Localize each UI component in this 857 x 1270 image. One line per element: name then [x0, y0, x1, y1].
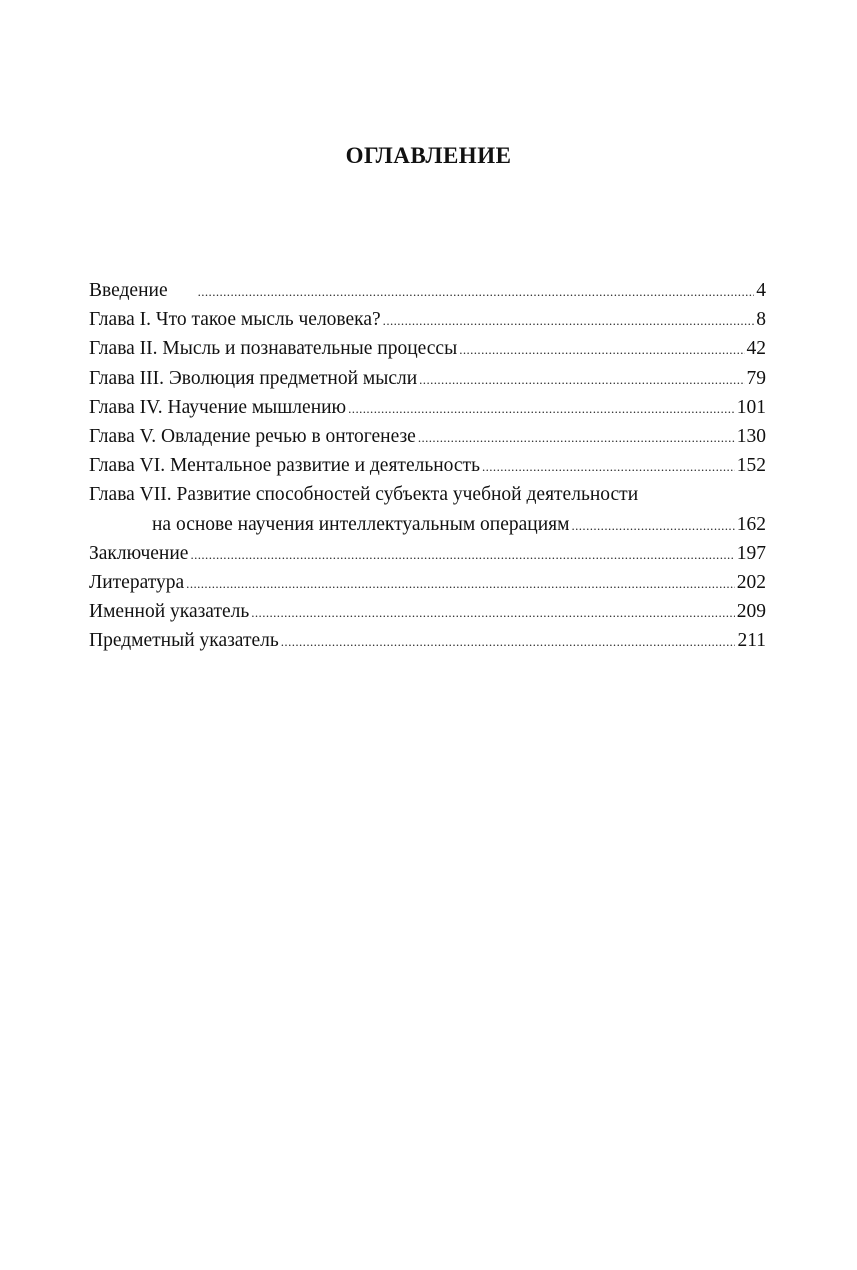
toc-page-number: 42 [746, 338, 766, 360]
toc-entry-chapter-7 [89, 480, 766, 509]
toc-page-number: 152 [736, 455, 766, 477]
toc-entry-label: Именной указатель [89, 601, 250, 623]
dot-leader [459, 343, 744, 356]
toc-entry-chapter-3 [89, 364, 766, 393]
toc-entry-chapter-1 [89, 305, 766, 334]
dot-leader [186, 577, 735, 590]
toc-entry-subject-index [89, 626, 766, 655]
dot-leader [251, 606, 735, 619]
toc-entry-label: Введение [89, 280, 168, 301]
toc-entry-label: Заключение [89, 542, 189, 564]
page-title: ОГЛАВЛЕНИЕ [345, 143, 512, 168]
dot-leader [198, 285, 755, 298]
toc-entry-label: Глава IV. Научение мышлению [89, 396, 347, 418]
toc-page-number: 197 [736, 542, 766, 564]
table-of-contents [89, 276, 766, 655]
dot-leader [190, 548, 734, 561]
toc-entry-label: Литература [89, 571, 185, 593]
toc-entry-label: Глава III. Эволюция предметной мысли [89, 367, 418, 389]
toc-entry-chapter-5 [89, 422, 766, 451]
toc-entry-conclusion [89, 539, 766, 568]
toc-page-number: 130 [736, 425, 766, 447]
dot-leader [418, 431, 735, 444]
toc-entry-chapter-2 [89, 334, 766, 363]
dot-leader [571, 519, 734, 532]
toc-entry-label-continuation: на основе научения интеллектуальным операциям [152, 513, 570, 535]
toc-entry-introduction [89, 276, 766, 305]
toc-entry-chapter-6 [89, 451, 766, 480]
toc-entry-label: Глава V. Овладение речью в онтогенезе [89, 425, 416, 447]
toc-entry-label: Предметный указатель [89, 630, 279, 652]
toc-page-number: 8 [756, 309, 766, 331]
dot-leader [383, 314, 755, 327]
toc-page-number: 211 [737, 630, 766, 652]
dot-leader [482, 460, 735, 473]
toc-entry-label: Глава VII. Развитие способностей субъекта учебной деятельности [89, 484, 639, 506]
toc-entry-chapter-4 [89, 393, 766, 422]
toc-entry-label: Глава II. Мысль и познавательные процессы [89, 338, 458, 360]
toc-page-number: 101 [736, 396, 766, 418]
dot-leader [281, 635, 736, 648]
toc-page-number: 79 [746, 367, 766, 389]
toc-entry-literature [89, 568, 766, 597]
toc-entry-chapter-7-continuation [89, 510, 766, 539]
dot-leader [348, 402, 735, 415]
dot-leader [419, 373, 744, 386]
toc-page-number: 202 [736, 571, 766, 593]
toc-entry-label: Глава VI. Ментальное развитие и деятельность [89, 455, 480, 477]
toc-entry-label: Глава I. Что такое мысль человека? [89, 309, 381, 331]
toc-entry-name-index [89, 597, 766, 626]
toc-page-number: 209 [736, 601, 766, 623]
toc-page-number: 4 [756, 280, 766, 301]
toc-page-number: 162 [736, 513, 766, 535]
